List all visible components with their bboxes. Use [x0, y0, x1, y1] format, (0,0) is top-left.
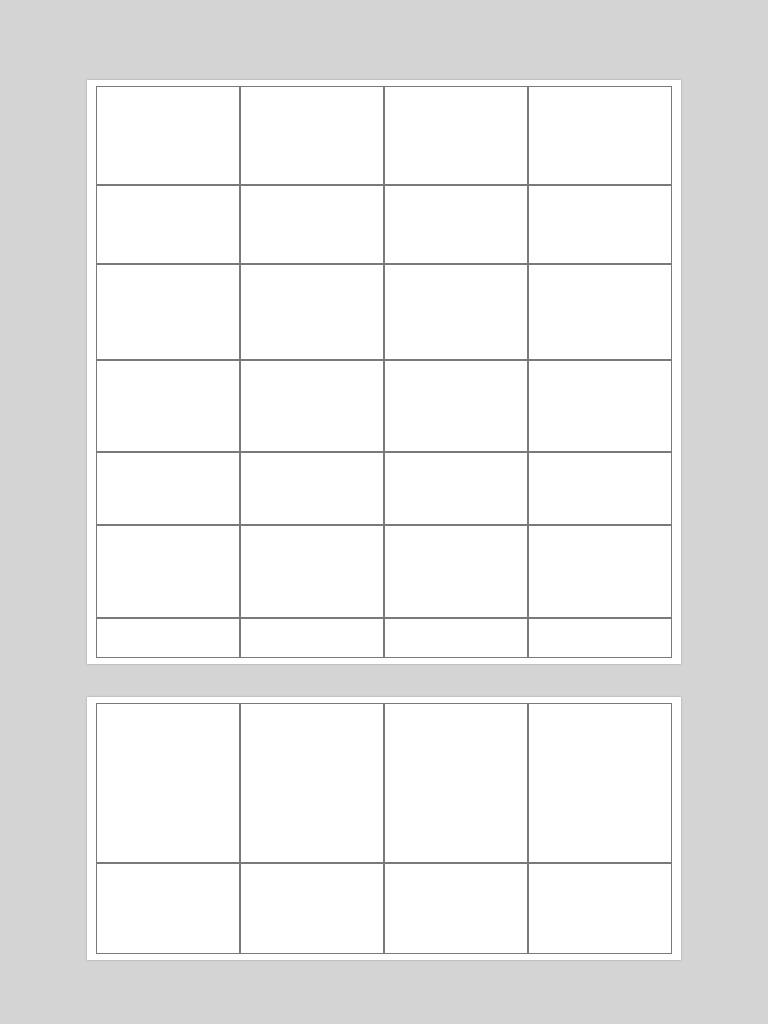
note-cell: [96, 618, 241, 659]
note-cell: [528, 863, 673, 955]
note-cell: [240, 525, 385, 619]
note-cell: [384, 360, 529, 453]
note-cell: [384, 264, 529, 361]
note-cell: [240, 360, 385, 453]
note-cell: [384, 185, 529, 265]
note-cell: [240, 86, 385, 186]
document-page-1: [87, 80, 681, 664]
note-cell: [240, 264, 385, 361]
note-cell: [528, 185, 673, 265]
note-cell: [528, 525, 673, 619]
note-cell: [528, 618, 673, 659]
note-cell: [96, 525, 241, 619]
note-cell: [96, 264, 241, 361]
note-cell: [96, 360, 241, 453]
note-cell: [240, 863, 385, 955]
note-cell: [240, 185, 385, 265]
note-cell: [528, 703, 673, 864]
note-cell: [384, 703, 529, 864]
note-cell: [528, 264, 673, 361]
note-cell: [96, 863, 241, 955]
notes-grid: [96, 703, 672, 954]
note-cell: [96, 703, 241, 864]
note-cell: [240, 703, 385, 864]
notes-grid: [96, 86, 672, 658]
note-cell: [384, 452, 529, 526]
note-cell: [528, 452, 673, 526]
document-page-2: [87, 697, 681, 960]
note-cell: [384, 618, 529, 659]
note-cell: [384, 525, 529, 619]
note-cell: [384, 86, 529, 186]
note-cell: [96, 185, 241, 265]
note-cell: [240, 618, 385, 659]
note-cell: [96, 452, 241, 526]
note-cell: [240, 452, 385, 526]
note-cell: [528, 86, 673, 186]
note-cell: [384, 863, 529, 955]
note-cell: [528, 360, 673, 453]
note-cell: [96, 86, 241, 186]
